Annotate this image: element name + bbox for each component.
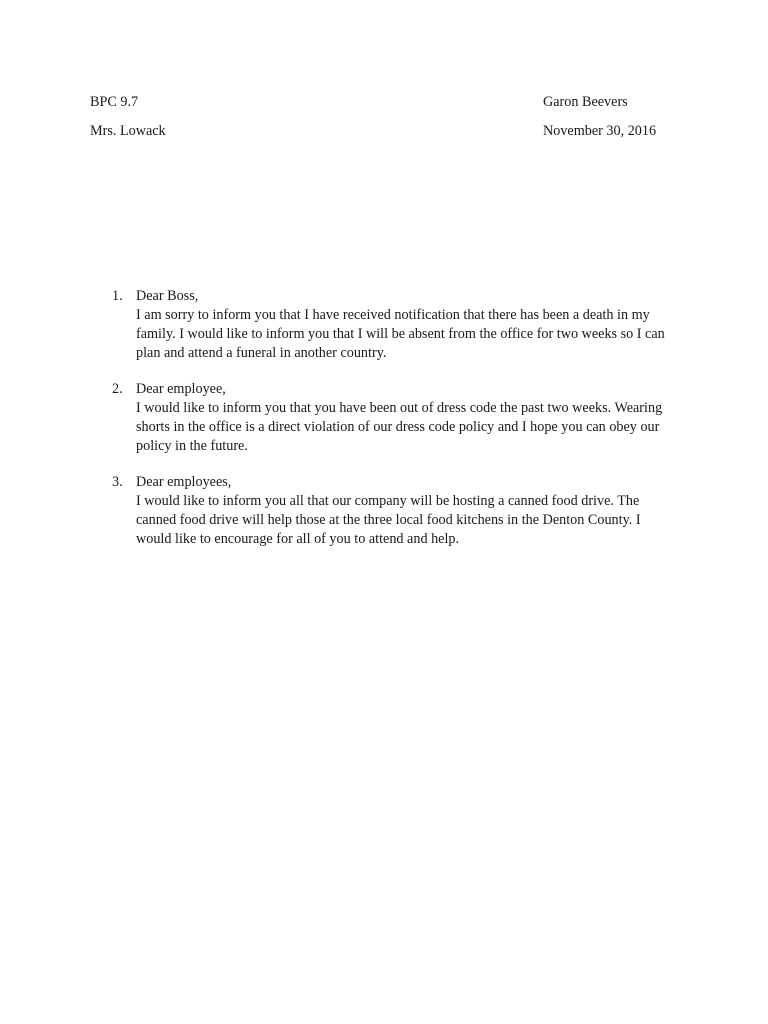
letters-list (112, 287, 672, 566)
letter-body: I would like to inform you all that our company will be hosting a canned food drive. The canned food drive will help those at the three local food kitchens in the Denton County. I would like to encourage for all of you to attend and help. (136, 493, 641, 547)
letter-greeting: Dear employee, (136, 381, 226, 397)
document-date: November 30, 2016 (543, 123, 657, 139)
list-item-number: 2. (112, 381, 123, 397)
letter-body: I would like to inform you that you have been out of dress code the past two weeks. Wearing shorts in the office is a direct violation of our dress code policy and I hope you can obey our policy in the future. (136, 400, 663, 454)
author-name: Garon Beevers (543, 94, 628, 110)
letter-greeting: Dear employees, (136, 474, 232, 490)
course-code: BPC 9.7 (90, 94, 139, 110)
teacher-name: Mrs. Lowack (90, 123, 166, 139)
list-item (112, 380, 672, 456)
list-item (112, 287, 672, 363)
letter-greeting: Dear Boss, (136, 288, 199, 304)
list-item (112, 473, 672, 549)
list-item-number: 1. (112, 288, 123, 304)
letter-body: I am sorry to inform you that I have received notification that there has been a death in my family. I would like to inform you that I will be absent from the office for two weeks so I can plan and attend a funeral in another country. (136, 307, 665, 361)
list-item-number: 3. (112, 474, 123, 490)
